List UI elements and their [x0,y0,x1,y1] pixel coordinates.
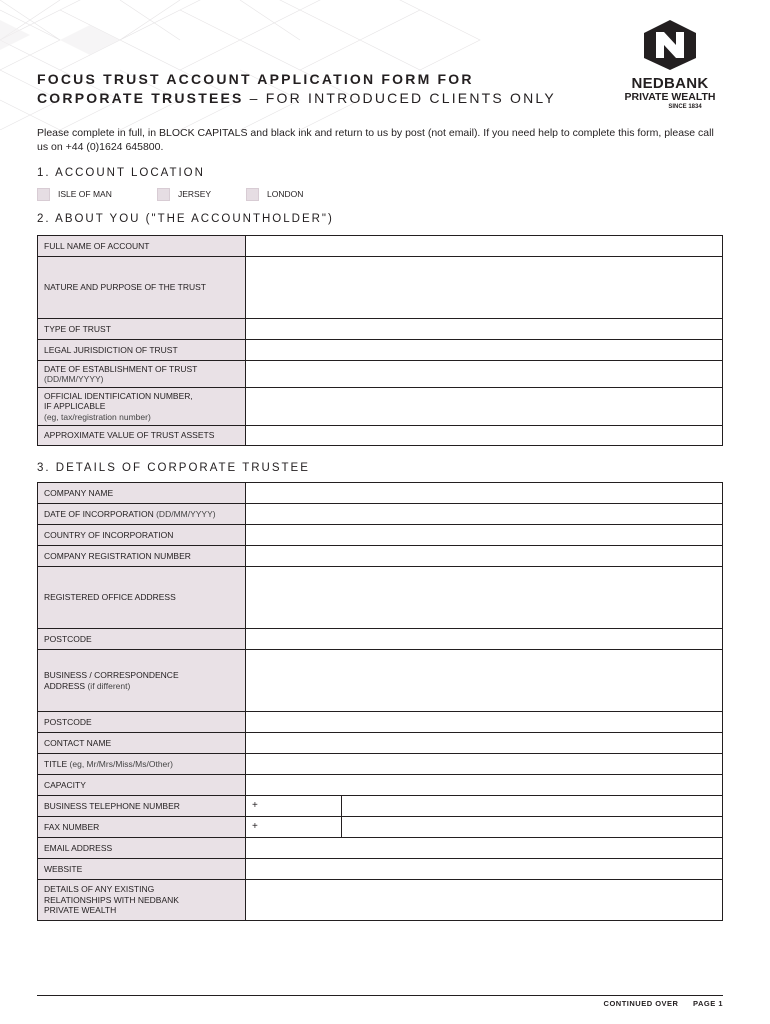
incorporation-date-field[interactable] [246,504,723,525]
field-label: COUNTRY OF INCORPORATION [38,525,246,546]
table-row [38,257,723,319]
trust-purpose-field[interactable] [246,257,723,319]
table-row [38,838,723,859]
location-option-isle-of-man[interactable] [37,188,157,201]
table-row [38,319,723,340]
legal-jurisdiction-field[interactable] [246,340,723,361]
establishment-date-field[interactable] [246,361,723,388]
logo-subtitle: PRIVATE WEALTH [624,91,716,103]
field-label: BUSINESS / CORRESPONDENCE ADDRESS (if different) [38,650,246,712]
registered-office-address-field[interactable] [246,567,723,629]
intro-text: Please complete in full, in BLOCK CAPITALS and black ink and return to us by post (not email). If you need help to complete this form, please call us on +44 (0)1624 645800. [37,127,714,153]
field-label: LEGAL JURISDICTION OF TRUST [38,340,246,361]
nedbank-logo [614,18,726,111]
nedbank-n-icon [640,18,700,70]
trust-type-field[interactable] [246,319,723,340]
existing-relationships-field[interactable] [246,880,723,921]
location-label: JERSEY [178,189,212,199]
field-label: FAX NUMBER [38,817,246,838]
website-field[interactable] [246,859,723,880]
table-row [38,712,723,733]
field-label: CONTACT NAME [38,733,246,754]
table-row [38,859,723,880]
table-row [38,796,723,817]
field-label: BUSINESS TELEPHONE NUMBER [38,796,246,817]
table-row [38,361,723,388]
field-label: EMAIL ADDRESS [38,838,246,859]
correspondence-postcode-field[interactable] [246,712,723,733]
field-label: TYPE OF TRUST [38,319,246,340]
location-label: LONDON [267,189,304,199]
logo-since: SINCE 1834 [668,104,702,110]
table-row [38,775,723,796]
identification-number-field[interactable] [246,388,723,426]
table-row [38,525,723,546]
section-corporate-trustee-title: 3. DETAILS OF CORPORATE TRUSTEE [37,462,310,474]
table-row [38,504,723,525]
title-line-2-light: – FOR INTRODUCED CLIENTS ONLY [243,90,556,106]
field-label: TITLE (eg, Mr/Mrs/Miss/Ms/Other) [38,754,246,775]
checkbox[interactable] [157,188,170,201]
footer-divider [37,995,723,996]
field-label: OFFICIAL IDENTIFICATION NUMBER, IF APPLICABLE (eg, tax/registration number) [38,388,246,426]
page-footer [604,999,723,1008]
table-row [38,880,723,921]
field-label: DATE OF INCORPORATION (DD/MM/YYYY) [38,504,246,525]
continued-over-label: CONTINUED OVER [603,999,679,1008]
table-row [38,388,723,426]
title-line-2-bold: CORPORATE TRUSTEES [37,90,244,106]
table-row [38,546,723,567]
correspondence-address-field[interactable] [246,650,723,712]
telephone-country-code-field[interactable]: + [246,796,342,817]
fax-number-field[interactable] [342,817,723,838]
table-row [38,754,723,775]
field-label: CAPACITY [38,775,246,796]
section-account-location-title: 1. ACCOUNT LOCATION [37,167,205,179]
table-row [38,567,723,629]
account-location-options [37,187,303,201]
table-row [38,426,723,446]
field-label: COMPANY REGISTRATION NUMBER [38,546,246,567]
field-label: POSTCODE [38,712,246,733]
field-label: WEBSITE [38,859,246,880]
page-title [37,70,597,108]
location-label: ISLE OF MAN [58,189,112,199]
section-about-you-title: 2. ABOUT YOU ("THE ACCOUNTHOLDER") [37,213,334,225]
checkbox[interactable] [246,188,259,201]
table-row [38,733,723,754]
table-row [38,483,723,504]
telephone-number-field[interactable] [342,796,723,817]
postcode-field[interactable] [246,629,723,650]
contact-name-field[interactable] [246,733,723,754]
field-label: DETAILS OF ANY EXISTING RELATIONSHIPS WITH NEDBANK PRIVATE WEALTH [38,880,246,921]
field-label: POSTCODE [38,629,246,650]
table-row [38,817,723,838]
field-label: REGISTERED OFFICE ADDRESS [38,567,246,629]
about-you-table [37,235,723,446]
capacity-field[interactable] [246,775,723,796]
title-field[interactable] [246,754,723,775]
trust-assets-value-field[interactable] [246,426,723,446]
table-row [38,340,723,361]
checkbox[interactable] [37,188,50,201]
full-name-field[interactable] [246,236,723,257]
location-option-london[interactable] [246,188,303,201]
background-pattern [0,0,520,130]
fax-country-code-field[interactable]: + [246,817,342,838]
company-name-field[interactable] [246,483,723,504]
location-option-jersey[interactable] [157,188,246,201]
corporate-trustee-table [37,482,723,921]
table-row [38,236,723,257]
table-row [38,629,723,650]
field-label: APPROXIMATE VALUE OF TRUST ASSETS [38,426,246,446]
email-field[interactable] [246,838,723,859]
field-label: DATE OF ESTABLISHMENT OF TRUST (DD/MM/YYYY) [38,361,246,388]
field-label: NATURE AND PURPOSE OF THE TRUST [38,257,246,319]
field-label: COMPANY NAME [38,483,246,504]
logo-brand: NEDBANK [631,75,709,92]
registration-number-field[interactable] [246,546,723,567]
title-line-1: FOCUS TRUST ACCOUNT APPLICATION FORM FOR [37,71,474,87]
field-label: FULL NAME OF ACCOUNT [38,236,246,257]
page-number: PAGE 1 [693,999,723,1008]
table-row [38,650,723,712]
incorporation-country-field[interactable] [246,525,723,546]
